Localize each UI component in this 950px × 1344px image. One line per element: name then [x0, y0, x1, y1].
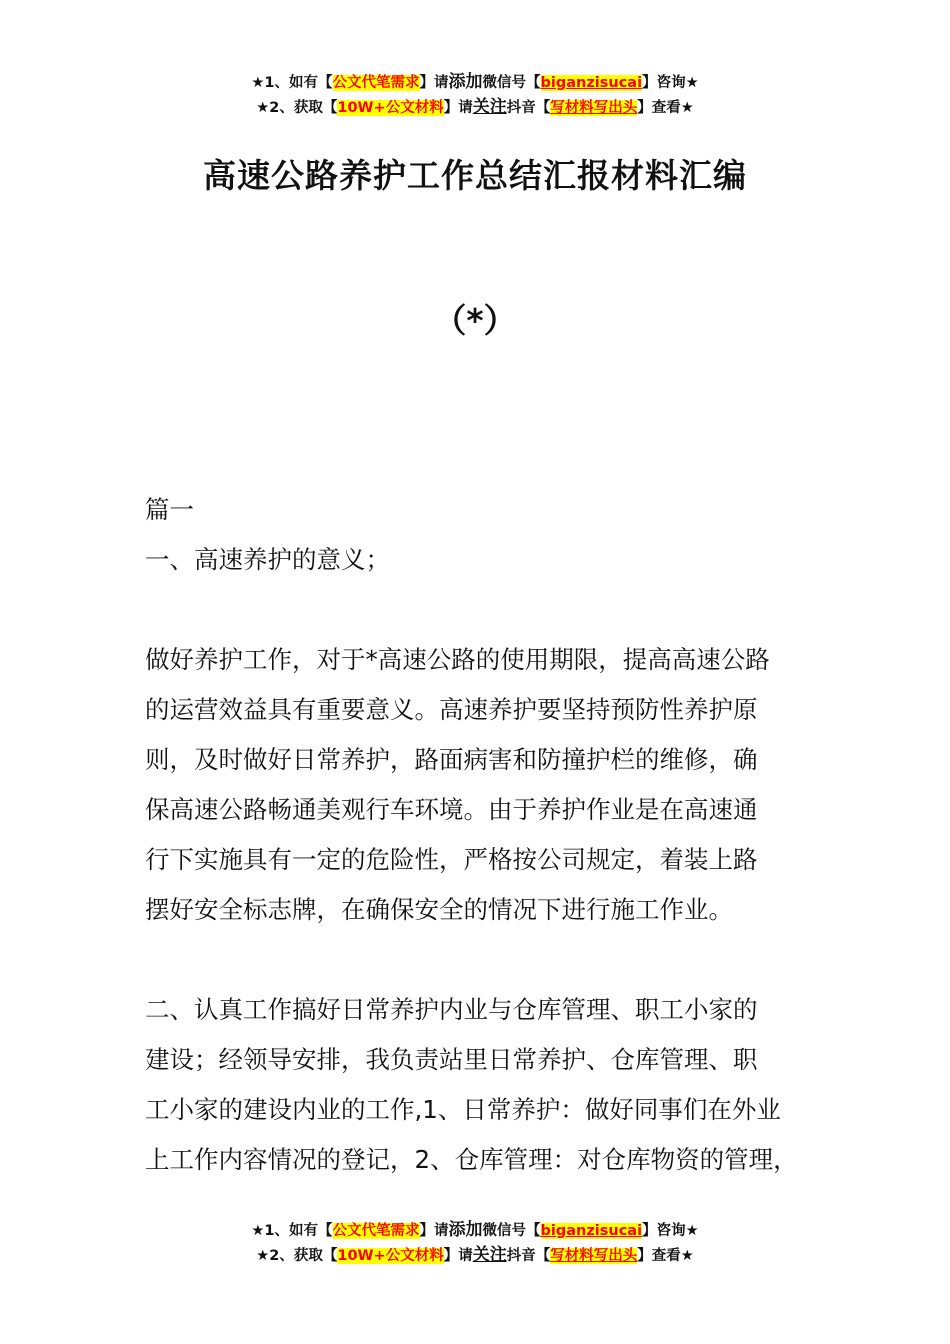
- promo-text: 】咨询★: [642, 1223, 699, 1239]
- paragraph-line: 则，及时做好日常养护，路面病害和防撞护栏的维修，确: [145, 745, 758, 774]
- paragraph-line: 上工作内容情况的登记，2、仓库管理：对仓库物资的管理，: [145, 1145, 798, 1174]
- promo-line-1: [0, 1218, 950, 1243]
- paragraph-line: 行下实施具有一定的危险性，严格按公司规定，着装上路: [145, 845, 758, 874]
- highlight-text: 公文代笔需求: [332, 1223, 420, 1239]
- paragraph-line: 保高速公路畅通美观行车环境。由于养护作业是在高速通: [145, 795, 758, 824]
- paragraph-line: 做好养护工作，对于*高速公路的使用期限，提高高速公路: [145, 645, 770, 674]
- douyin-id-highlight: 写材料写出头: [550, 1248, 638, 1264]
- promo-text: ★1、如有【: [251, 75, 333, 91]
- promo-line-2: [0, 95, 950, 120]
- promo-line-2: [0, 1243, 950, 1268]
- promo-text: 】查看★: [637, 1248, 694, 1264]
- emphasis-text: 关注: [472, 1245, 507, 1265]
- highlight-text: 10W+公文材料: [337, 1248, 444, 1264]
- promo-text: 】请: [443, 1248, 473, 1264]
- douyin-id-highlight: 写材料写出头: [550, 100, 638, 116]
- paragraph-2: [145, 985, 825, 1185]
- document-body: [145, 485, 825, 1185]
- promo-text: 】请: [443, 100, 473, 116]
- document-subtitle: （*）: [433, 301, 517, 340]
- promo-text: ★2、获取【: [256, 100, 338, 116]
- paragraph-line: 二、认真工作搞好日常养护内业与仓库管理、职工小家的: [145, 995, 758, 1024]
- promo-text: 抖音【: [506, 100, 551, 116]
- paragraph-line: 摆好安全标志牌，在确保安全的情况下进行施工作业。: [145, 895, 733, 924]
- promo-text: 微信号【: [482, 1223, 541, 1239]
- paragraph-line: 工小家的建设内业的工作,1、日常养护：做好同事们在外业: [145, 1095, 781, 1124]
- emphasis-text: 添加: [448, 1220, 483, 1240]
- promo-banner-bottom: [0, 1218, 950, 1268]
- wechat-id-highlight: biganzisucai: [540, 75, 643, 91]
- promo-text: 微信号【: [482, 75, 541, 91]
- section-label: 篇一: [145, 495, 194, 524]
- paragraph-gap: [145, 935, 825, 985]
- promo-text: ★2、获取【: [256, 1248, 338, 1264]
- promo-text: 】请: [419, 1223, 449, 1239]
- promo-text: 抖音【: [506, 1248, 551, 1264]
- highlight-text: 公文代笔需求: [332, 75, 420, 91]
- paragraph-line: 的运营效益具有重要意义。高速养护要坚持预防性养护原: [145, 695, 758, 724]
- emphasis-text: 关注: [472, 97, 507, 117]
- promo-line-1: [0, 70, 950, 95]
- promo-text: 】查看★: [637, 100, 694, 116]
- section-heading: 一、高速养护的意义；: [145, 545, 390, 574]
- promo-text: 】咨询★: [642, 75, 699, 91]
- document-title: 高速公路养护工作总结汇报材料汇编: [203, 156, 747, 195]
- paragraph-gap: [145, 585, 825, 635]
- emphasis-text: 添加: [448, 72, 483, 92]
- highlight-text: 10W+公文材料: [337, 100, 444, 116]
- promo-banner-top: [0, 70, 950, 120]
- wechat-id-highlight: biganzisucai: [540, 1223, 643, 1239]
- promo-text: ★1、如有【: [251, 1223, 333, 1239]
- paragraph-1: [145, 635, 825, 935]
- paragraph-line: 建设；经领导安排，我负责站里日常养护、仓库管理、职: [145, 1045, 758, 1074]
- promo-text: 】请: [419, 75, 449, 91]
